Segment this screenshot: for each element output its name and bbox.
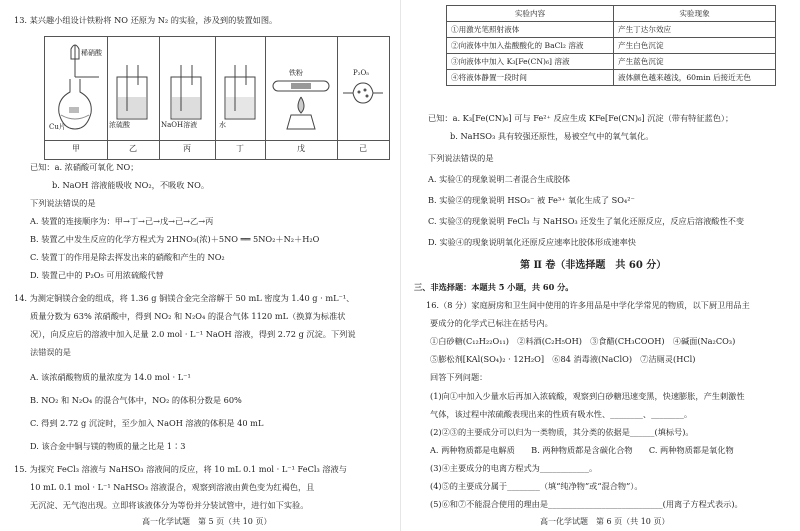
section-title: 第 Ⅱ 卷（非选择题 共 60 分） [520,260,667,271]
page-footer-5: 高一化学试题 第 5 页（共 10 页） [142,517,272,526]
q13-option-a: A. 装置的连接顺序为：甲→丁→己→戊→己→乙→丙 [30,216,214,226]
q15-ask: 下列说法错误的是 [428,153,494,163]
copper-note: Cu片 [49,123,66,131]
tube-burner-drawing [265,37,337,140]
q16-line: 要成分的化学式已标注在括号内。 [430,318,553,328]
iron-powder-note: 铁粉 [289,69,303,77]
q14-line-4: 法错误的是 [30,347,71,357]
conc-sulfuric-note: 浓硫酸 [109,121,130,129]
q16-line: (2)②③的主要成分可以归为一类物质，其分类的依据是______(填标号)。 [430,427,694,437]
table-cell: 液体颜色越来越浅，60min 后接近无色 [614,70,776,86]
q16-line: (4)⑤的主要成分属于________（填“纯净物”或“混合物”）。 [430,481,643,491]
q13-known-b: b. NaOH 溶液能吸收 NO₂，不吸收 NO。 [52,180,210,190]
table-cell: 产生蓝色沉淀 [614,54,776,70]
naoh-note: NaOH溶液 [161,121,198,129]
q14-line-2: 质量分数为 63% 浓硝酸中，得到 NO₂ 和 N₂O₄ 的混合气体 1120 mL（换算为标准状 [30,311,346,321]
part-three-heading: 三、非选择题：本题共 5 小题，共 60 分。 [414,282,574,292]
q15-option-a: A. 实验①的现象说明二者混合生成胶体 [428,174,571,184]
table-header-cell: 实验现象 [614,6,776,22]
q16-line: ⑤膨松剂[KAl(SO₄)₂ · 12H₂O] ⑥84 消毒液(NaClO) ⑦洁厕灵(HCl) [430,354,696,364]
q15-option-c: C. 实验③的现象说明 FeCl₃ 与 NaHSO₃ 还发生了氧化还原反应，反应后溶液酸性不变 [428,216,745,226]
table-cell: ③向液体中加入 K₃[Fe(CN)₆] 溶液 [447,54,614,70]
q13-option-d: D. 装置己中的 P₂O₅ 可用浓硫酸代替 [30,270,164,280]
q13-option-c: C. 装置丁的作用是除去挥发出来的硝酸和产生的 NO₂ [30,252,225,262]
q15-known-a: 已知：a. K₃[Fe(CN)₆] 可与 Fe²⁺ 反应生成 KFe[Fe(CN)₆] 沉淀（带有特征蓝色）； [428,113,734,123]
table-cell: 产生白色沉淀 [614,38,776,54]
table-row [447,70,776,86]
q14-line-1: 14. 为测定铜镁合金的组成，将 1.36 g 铜镁合金完全溶解于 50 mL 密度为 1.40 g · mL⁻¹、 [14,293,355,303]
q16-line: 16.（8 分）家庭厨房和卫生间中使用的许多用品是中学化学常见的物质，以下厨卫用品主 [426,300,750,310]
table-row [447,22,776,38]
q16-line: A. 两种物质都是电解质 B. 两种物质都是含碳化合物 C. 两种物质都是氧化物 [430,445,734,455]
page-divider [400,0,401,531]
dilute-nitric-note: 稀硝酸 [81,49,102,57]
q13-known-a: 已知：a. 浓硝酸可氧化 NO； [30,162,139,172]
table-cell: ①用激光笔照射液体 [447,22,614,38]
apparatus-label-ding: 丁 [236,144,244,153]
q15-option-d: D. 实验④的现象说明氧化还原反应速率比胶体形成速率快 [428,237,636,247]
apparatus-label-ji: 己 [359,144,367,153]
q16-line: (5)⑥和⑦不能混合使用的理由是____________________________(用离子方程式表示)。 [430,499,743,509]
q14-option-b: B. NO₂ 和 N₂O₄ 的混合气体中，NO₂ 的体积分数是 60% [30,395,242,405]
table-cell: ④将液体静置一段时间 [447,70,614,86]
q16-line: (3)④主要成分的电离方程式为____________。 [430,463,598,473]
q16-line: 回答下列问题： [430,372,488,382]
q15-line-2: 10 mL 0.1 mol · L⁻¹ NaHSO₃ 溶液混合，观察到溶液由黄色变为红褐色，且 [30,482,315,492]
q13-ask: 下列说法错误的是 [30,198,96,208]
drying-tube-drawing [337,37,389,140]
table-row [447,38,776,54]
experiment-table [446,5,776,86]
q14-option-a: A. 该浓硝酸物质的量浓度为 14.0 mol · L⁻¹ [30,372,191,382]
apparatus-label-jia: 甲 [72,144,80,153]
q16-line: (1)向①中加入少量水后再加入浓硫酸，观察到白砂糖迅速变黑，快速膨胀，产生刺激性 [430,391,745,401]
page-footer-6: 高一化学试题 第 6 页（共 10 页） [540,517,670,526]
q13-option-b: B. 装置乙中发生反应的化学方程式为 2HNO₃(浓)＋5NO ══ 5NO₂＋N₂＋H₂O [30,234,320,244]
table-cell: 产生丁达尔效应 [614,22,776,38]
water-note: 水 [219,121,226,129]
q14-option-d: D. 该合金中铜与镁的物质的量之比是 1∶3 [30,441,186,451]
p2o5-note: P₂O₅ [353,69,370,77]
q15-line-3: 无沉淀、无气泡出现。立即将该液体分为等份并分装试管中，进行如下实验。 [30,500,309,510]
q16-line: ①白砂糖(C₁₂H₂₂O₁₁) ②料酒(C₂H₅OH) ③食醋(CH₃COOH) ④碱面(Na₂CO₃) [430,336,736,346]
q15-line-1: 15. 为探究 FeCl₃ 溶液与 NaHSO₃ 溶液间的反应，将 10 mL 0.1 mol · L⁻¹ FeCl₃ 溶液与 [14,464,347,474]
q15-known-b: b. NaHSO₃ 具有较强还原性，易被空气中的氧气氧化。 [450,131,654,141]
q14-line-3: 况），向反应后的溶液中加入足量 2.0 mol · L⁻¹ NaOH 溶液，得到 2.72 g 沉淀。下列说 [30,329,356,339]
table-header-row [447,6,776,22]
apparatus-label-wu: 戊 [297,144,305,153]
q14-option-c: C. 得到 2.72 g 沉淀时，至少加入 NaOH 溶液的体积是 40 mL [30,418,264,428]
q13-stem: 13. 某兴趣小组设计铁粉将 NO 还原为 N₂ 的实验，涉及到的装置如图。 [14,15,278,25]
table-row [447,54,776,70]
apparatus-figure [44,36,390,160]
q16-line: 气体，该过程中浓硫酸表现出来的性质有吸水性、________、________。 [430,409,693,419]
apparatus-label-bing: 丙 [183,144,191,153]
apparatus-label-yi: 乙 [129,144,137,153]
apparatus-label-row-line [45,140,389,141]
table-header-cell: 实验内容 [447,6,614,22]
q15-option-b: B. 实验②的现象说明 HSO₃⁻ 被 Fe³⁺ 氧化生成了 SO₄²⁻ [428,195,635,205]
table-cell: ②向液体中加入盐酸酸化的 BaCl₂ 溶液 [447,38,614,54]
